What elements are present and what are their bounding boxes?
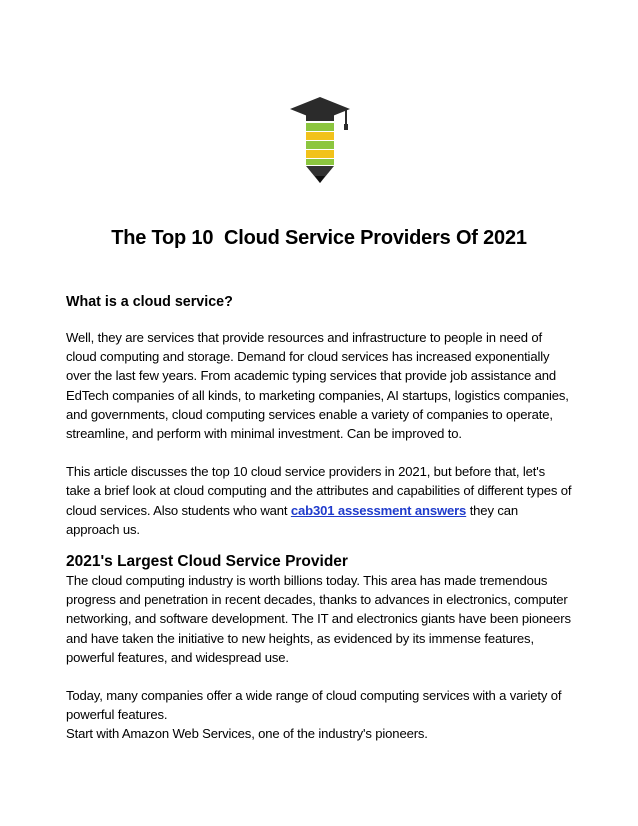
section-heading-largest-provider: 2021's Largest Cloud Service Provider <box>66 553 348 571</box>
paragraph-text: they can approach us. <box>66 502 518 537</box>
paragraph-companies: Today, many companies offer a wide range of cloud computing services with a variety of powerful features. <box>66 688 562 723</box>
article-body <box>66 293 572 744</box>
graduation-pencil-logo-icon <box>288 95 352 185</box>
paragraph-intro: Well, they are services that provide resources and infrastructure to people in need of cloud computing and storage. Demand for cloud services has increased exponentially over the last few years. From academic typing services that provide job assistance and EdTech companies of all kinds, to marketing companies, AI startups, logistics companies, and governments, cloud computing services enable a variety of companies to operate, streamline, and perform with minimal investment. Can be improved to. <box>66 330 569 442</box>
paragraph-amazon: Start with Amazon Web Services, one of the industry's pioneers. <box>66 726 428 742</box>
paragraph-text: This article discusses the top 10 cloud service providers in 2021, but before that, let's take a brief look at cloud computing and the attributes and capabilities of different types of cloud services. Also students who want <box>66 464 572 518</box>
page-title: The Top 10 Cloud Service Providers Of 2021 <box>111 227 527 249</box>
paragraph-article-overview <box>66 462 572 539</box>
section-heading-what-is-cloud: What is a cloud service? <box>66 294 233 310</box>
paragraph-industry: The cloud computing industry is worth billions today. This area has made tremendous progress and penetration in recent decades, thanks to advances in electronics, computer networking, and software development. The IT and electronics giants have been pioneers and have taken the initiative to new heights, as evidenced by its immense features, powerful features, and widespread use. <box>66 573 571 665</box>
cab301-answers-link[interactable]: cab301 assessment answers <box>290 502 467 518</box>
